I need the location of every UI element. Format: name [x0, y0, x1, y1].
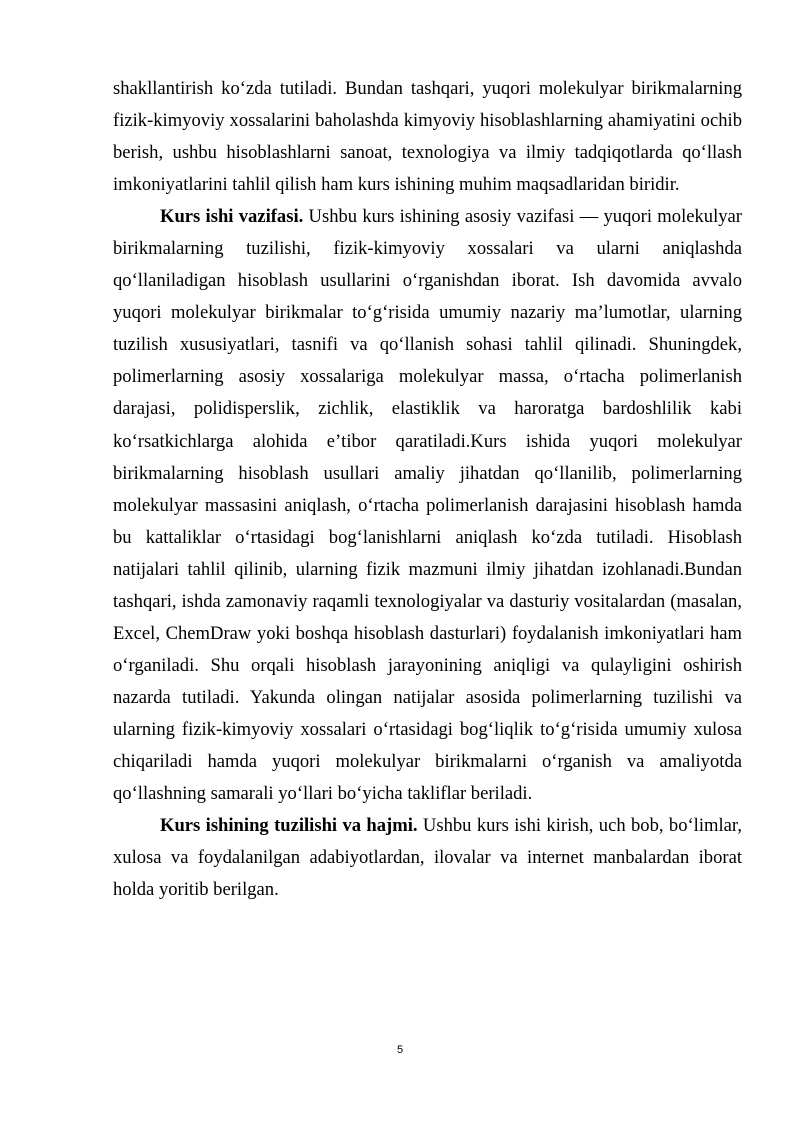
- task-heading: Kurs ishi vazifasi.: [160, 206, 304, 228]
- structure-body: Ushbu kurs ishi kirish, uch bob, boʻlimlar, xulosa va foydalanilgan adabiyotlardan, ilovalar va internet manbalardan iborat holda yoritib berilgan.: [113, 815, 742, 901]
- structure-heading: Kurs ishining tuzilishi va hajmi.: [160, 815, 418, 837]
- paragraph-continuation: shakllantirish koʻzda tutiladi. Bundan tashqari, yuqori molekulyar birikmalarning fizik-kimyoviy xossalarini baholashda kimyoviy hisoblashlarning ahamiyatini ochib berish, ushbu hisoblashlarni sanoat, texnologiya va ilmiy tadqiqotlarda qoʻllash imkoniyatlarini tahlil qilish ham kurs ishining muhim maqsadlaridan biridir.: [113, 78, 742, 196]
- page-number: 5: [396, 1044, 404, 1056]
- paragraph-structure: [113, 810, 742, 906]
- paragraph-task: [113, 201, 742, 810]
- body-text: [113, 73, 742, 906]
- task-body: Ushbu kurs ishining asosiy vazifasi — yuqori molekulyar birikmalarning tuzilishi, fizik-kimyoviy xossalari va ularni aniqlashda qoʻllaniladigan hisoblash usullarini oʻrganishdan iborat. Ish davomida avvalo yuqori molekulyar birikmalar toʻgʻrisida umumiy nazariy maʼlumotlar, ularning tuzilish xususiyatlari, tasnifi va qoʻllanish sohasi tahlil qilinadi. Shuningdek, polimerlarning asosiy xossalariga molekulyar massa, oʻrtacha polimerlanish darajasi, polidisperslik, zichlik, elastiklik va haroratga bardoshlilik kabi koʻrsatkichlarga alohida eʼtibor qaratiladi.Kurs ishida yuqori molekulyar birikmalarning hisoblash usullari amaliy jihatdan qoʻllanilib, polimerlarning molekulyar massasini aniqlash, oʻrtacha polimerlanish darajasini hisoblash hamda bu kattaliklar oʻrtasidagi bogʻlanishlarni aniqlash koʻzda tutiladi. Hisoblash natijalari tahlil qilinib, ularning fizik mazmuni ilmiy jihatdan izohlanadi.Bundan tashqari, ishda zamonaviy raqamli texnologiyalar va dasturiy vositalardan (masalan, Excel, ChemDraw yoki boshqa hisoblash dasturlari) foydalanish imkoniyatlari ham oʻrganiladi. Shu orqali hisoblash jarayonining aniqligi va qulayligini oshirish nazarda tutiladi. Yakunda olingan natijalar asosida polimerlarning tuzilishi va ularning fizik-kimyoviy xossalari oʻrtasidagi bogʻliqlik toʻgʻrisida umumiy xulosa chiqariladi hamda yuqori molekulyar birikmalarni oʻrganish va amaliyotda qoʻllashning samarali yoʻllari boʻyicha takliflar beriladi.: [113, 206, 742, 805]
